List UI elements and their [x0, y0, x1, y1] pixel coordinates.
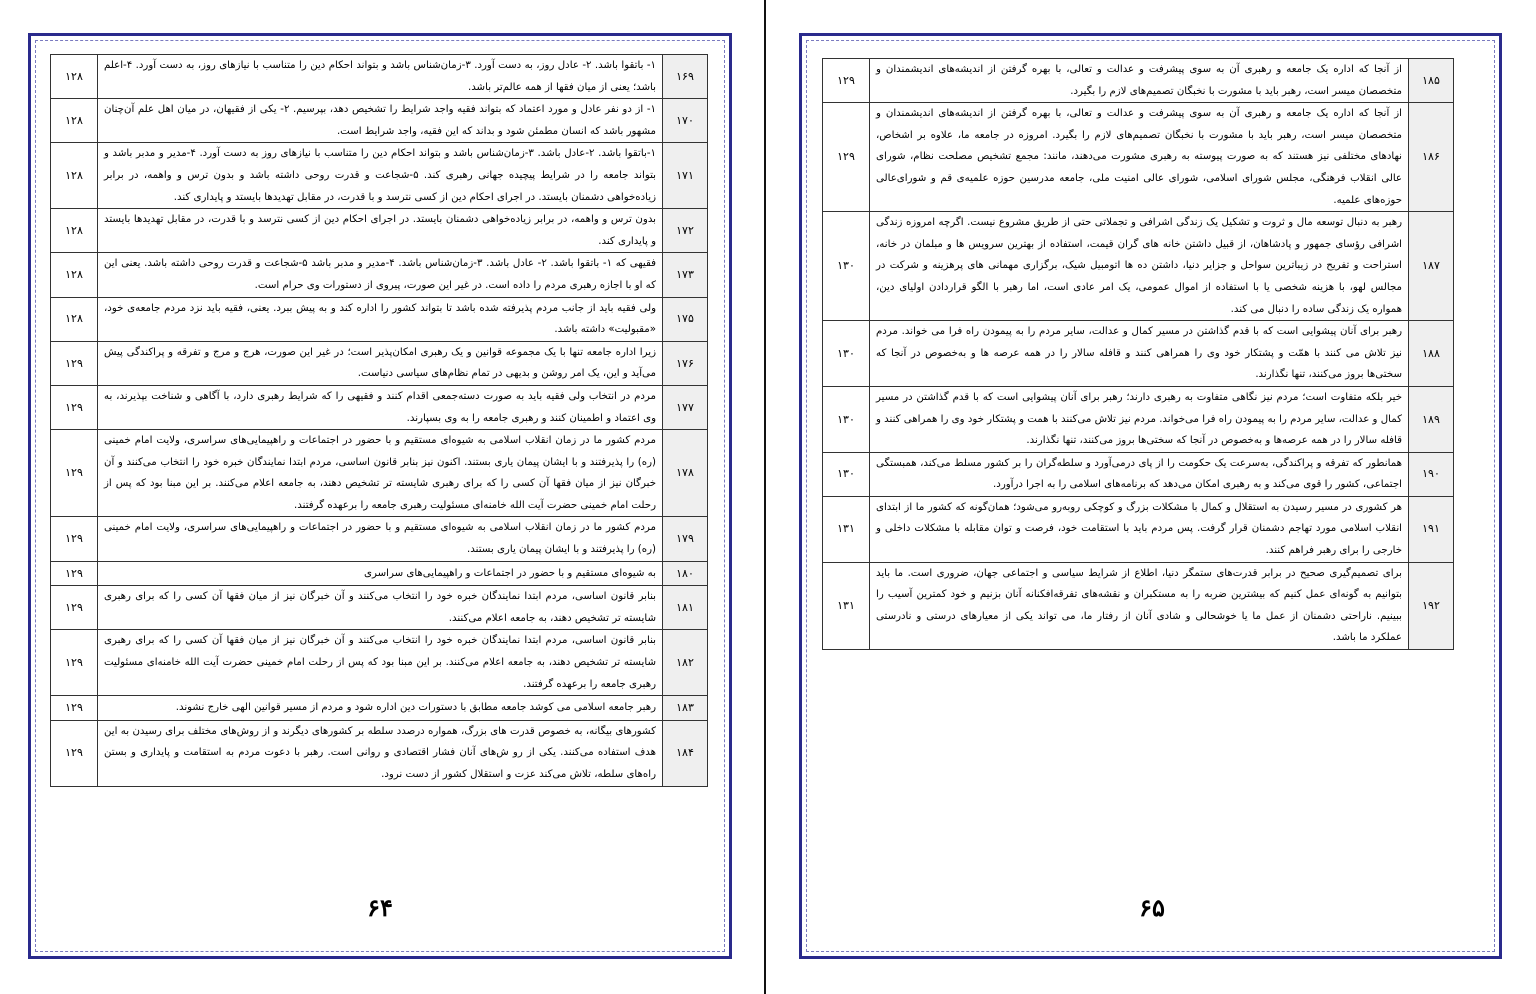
page-reference: ۱۲۹	[823, 103, 870, 212]
page-reference: ۱۲۸	[51, 209, 98, 253]
page-reference: ۱۳۰	[823, 212, 870, 321]
question-number: ۱۷۰	[663, 99, 708, 143]
table-row	[51, 385, 708, 429]
table-row	[51, 586, 708, 630]
answer-text: بنابر قانون اساسی، مردم ابتدا نمایندگان خبره خود را انتخاب می‌کنند و آن خبرگان نیز از میان فقها آن کسی را که برای رهبری شایسته تر تشخیص دهند، به جامعه اعلام می‌کنند. بر این مبنا بود که پس از رحلت امام خمینی حضرت آیت الله خامنه‌ای مسئولیت رهبری جامعه را برعهده گرفتند.	[98, 630, 663, 696]
answer-text: رهبر برای آنان پیشوایی است که با قدم گذاشتن در مسیر کمال و عدالت، سایر مردم را به پیمودن راه فرا می خواند. مردم نیز تلاش می کنند با همّت و پشتکار خود وی را همراهی کنند و قافله سالار را در همه عرصه ها و به‌خصوص در آنجا که سختی‌ها بروز می‌کنند، تنها نگذارند.	[870, 321, 1409, 387]
answer-text: فقیهی که ۱- باتقوا باشد. ۲- عادل باشد. ۳-زمان‌شناس باشد. ۴-مدیر و مدبر باشد ۵-شجاعت و قدرت روحی داشته باشد. یعنی این که او با اجازه رهبری مردم را داده است. در غیر این صورت، پیروی از دستورات وی حرام است.	[98, 253, 663, 297]
table-row	[51, 720, 708, 786]
page-reference: ۱۲۸	[51, 99, 98, 143]
table-row	[51, 99, 708, 143]
answer-text: رهبر به دنبال توسعه مال و ثروت و تشکیل یک زندگی اشرافی و تجملاتی حتی از طریق مشروع نیست. اگرچه امروزه زندگی اشرافی رؤسای جمهور و پادشاهان، از قبیل داشتن خانه های گران قیمت، استفاده از بهترین سرویس ها و مبلمان در خانه، استراحت و تفریح در زیباترین سواحل و جزایر دنیا، داشتن ده ها اتومبیل شیک، برگزاری مهمانی های پرهزینه و شرکت در مجالس لهو، با هزینه شخصی یا با استفاده از اموال عمومی، یک امر عادی است، اما رهبر با الگو قراردادن اولیای دین، همواره یک زندگی ساده را دنبال می کند.	[870, 212, 1409, 321]
page-reference: ۱۳۱	[823, 562, 870, 649]
page-reference: ۱۲۹	[51, 341, 98, 385]
answer-text: ۱- از دو نفر عادل و مورد اعتماد که بتواند فقیه واجد شرایط را تشخیص دهد، بپرسیم. ۲- یکی از فقیهان، در میان اهل علم آن‌چنان مشهور باشد که انسان مطمئن شود و بداند که این فقیه، واجد شرایط است.	[98, 99, 663, 143]
question-number: ۱۸۸	[1409, 321, 1454, 387]
question-number: ۱۷۳	[663, 253, 708, 297]
table-row	[823, 103, 1454, 212]
question-number: ۱۷۵	[663, 297, 708, 341]
answer-text: بنابر قانون اساسی، مردم ابتدا نمایندگان خبره خود را انتخاب می‌کنند و آن خبرگان نیز از میان فقها آن کسی را که برای رهبری شایسته تر تشخیص دهند، به جامعه اعلام می‌کنند.	[98, 586, 663, 630]
question-number: ۱۷۹	[663, 517, 708, 561]
page-reference: ۱۳۰	[823, 321, 870, 387]
question-number: ۱۸۰	[663, 561, 708, 586]
answer-text: ۱-باتقوا باشد. ۲-عادل باشد. ۳-زمان‌شناس باشد و بتواند احکام دین را متناسب با نیازهای روز به دست آورد. ۴-مدیر و مدبر باشد و بتواند جامعه را در شرایط پیچیده جهانی رهبری کند. ۵-شجاعت و قدرت روحی داشته باشد و بدون ترس و واهمه، در برابر زیاده‌خواهی دشمنان بایستد. در اجرای احکام دین از کسی نترسد و با قدرت، در مقابل تهدیدها بایستد و پایداری کند.	[98, 143, 663, 209]
page-reference: ۱۳۱	[823, 496, 870, 562]
page-number-left: ۶۴	[367, 893, 393, 922]
table-row	[823, 452, 1454, 496]
question-number: ۱۸۹	[1409, 386, 1454, 452]
answer-text: به شیوه‌ای مستقیم و با حضور در اجتماعات و راهپیمایی‌های سراسری	[98, 561, 663, 586]
page-reference: ۱۳۰	[823, 386, 870, 452]
table-row	[51, 297, 708, 341]
page-reference: ۱۲۹	[51, 385, 98, 429]
page-reference: ۱۲۹	[51, 720, 98, 786]
answer-text: مردم کشور ما در زمان انقلاب اسلامی به شیوه‌ای مستقیم و با حضور در اجتماعات و راهپیمایی‌های سراسری، ولایت امام خمینی (ره) را پذیرفتند و با ایشان پیمان یاری بستند.	[98, 517, 663, 561]
answer-table-right	[822, 58, 1454, 650]
table-row	[823, 321, 1454, 387]
table-row	[823, 496, 1454, 562]
answer-text: برای تصمیم‌گیری صحیح در برابر قدرت‌های ستمگر دنیا، اطلاع از شرایط سیاسی و اجتماعی جهان، ضروری است. ما باید بتوانیم به گونه‌ای عمل کنیم که بیشترین ضربه را به مستکبران و نقشه‌های تفرقه‌افکنانه آنان بزنیم و خود کمترین آسیب را ببینیم. ناراحتی دشمنان از عمل ما یا خوشحالی و شادی آنان از رفتار ما، می تواند یکی از معیارهای درستی و نادرستی عملکرد ما باشد.	[870, 562, 1409, 649]
answer-text: کشورهای بیگانه، به خصوص قدرت های بزرگ، همواره درصدد سلطه بر کشورهای دیگرند و از روش‌های مختلف برای رسیدن به این هدف استفاده می‌کنند. یکی از رو ش‌های آنان فشار اقتصادی و روانی است. رهبر با دعوت مردم به استقامت و پایداری و بستن راه‌های سلطه، تلاش می‌کند عزت و استقلال کشور از دست نرود.	[98, 720, 663, 786]
table-row	[51, 143, 708, 209]
page-reference: ۱۲۸	[51, 143, 98, 209]
table-row	[823, 562, 1454, 649]
question-number: ۱۷۷	[663, 385, 708, 429]
page-reference: ۱۲۸	[51, 55, 98, 99]
question-number: ۱۹۱	[1409, 496, 1454, 562]
question-number: ۱۸۳	[663, 696, 708, 721]
question-number: ۱۷۶	[663, 341, 708, 385]
page-reference: ۱۳۰	[823, 452, 870, 496]
table-row	[51, 341, 708, 385]
page-reference: ۱۲۹	[823, 59, 870, 103]
question-number: ۱۸۴	[663, 720, 708, 786]
page-reference: ۱۲۸	[51, 253, 98, 297]
question-number: ۱۷۸	[663, 430, 708, 517]
answer-table-left	[50, 54, 708, 787]
answer-text: همانطور که تفرقه و پراکندگی، به‌سرعت یک حکومت را از پای درمی‌آورد و سلطه‌گران را بر کشور مسلط می‌کند، همبستگی اجتماعی، کشور را قوی می‌کند و به رهبری امکان می‌دهد که برنامه‌های اسلامی را به اجرا درآورد.	[870, 452, 1409, 496]
answer-text: از آنجا که اداره یک جامعه و رهبری آن به سوی پیشرفت و عدالت و تعالی، با بهره گرفتن از اندیشه‌های اندیشمندان و متخصصان میسر است، رهبر باید با مشورت با نخبگان تصمیم‌های لازم را بگیرد.	[870, 59, 1409, 103]
table-row	[823, 212, 1454, 321]
answer-text: بدون ترس و واهمه، در برابر زیاده‌خواهی دشمنان بایستد. در اجرای احکام دین از کسی نترسد و با قدرت، در مقابل تهدیدها بایستد و پایداری کند.	[98, 209, 663, 253]
page-reference: ۱۲۹	[51, 561, 98, 586]
answer-text: زیرا اداره جامعه تنها با یک مجموعه قوانین و یک رهبری امکان‌پذیر است؛ در غیر این صورت، هرج و مرج و تفرقه و پراکندگی پیش می‌آید و این، یک امر روشن و بدیهی در تمام نظام‌های سیاسی دنیاست.	[98, 341, 663, 385]
page-reference: ۱۲۹	[51, 517, 98, 561]
table-row	[51, 209, 708, 253]
book-spine	[764, 0, 766, 994]
table-row	[823, 386, 1454, 452]
table-row	[51, 561, 708, 586]
page-reference: ۱۲۹	[51, 630, 98, 696]
table-row	[51, 253, 708, 297]
answer-text: مردم کشور ما در زمان انقلاب اسلامی به شیوه‌ای مستقیم و با حضور در اجتماعات و راهپیمایی‌های سراسری، ولایت امام خمینی (ره) را پذیرفتند و با ایشان پیمان یاری بستند. اکنون نیز بنابر قانون اساسی، مردم ابتدا نمایندگان خبره خود را انتخاب می‌کنند و آن خبرگان نیز از میان فقها آن کسی را که برای رهبری شایسته تر تشخیص دهند، به جامعه اعلام می‌کنند. بر این مبنا بود که پس از رحلت امام خمینی حضرت آیت الله خامنه‌ای مسئولیت رهبری جامعه را برعهده گرفتند.	[98, 430, 663, 517]
table-row	[823, 59, 1454, 103]
table-row	[51, 696, 708, 721]
answer-text: رهبر جامعه اسلامی می کوشد جامعه مطابق با دستورات دین اداره شود و مردم از مسیر قوانین الهی خارج نشوند.	[98, 696, 663, 721]
question-number: ۱۸۷	[1409, 212, 1454, 321]
table-row	[51, 630, 708, 696]
answer-text: ۱- باتقوا باشد. ۲- عادل روز، به دست آورد. ۳-زمان‌شناس باشد و بتواند احکام دین را متناسب با نیازهای روز، به دست آورد. ۴-اعلم باشد؛ یعنی از میان فقها از همه عالم‌تر باشد.	[98, 55, 663, 99]
answer-text: خیر بلکه متفاوت است؛ مردم نیز نگاهی متفاوت به رهبری دارند؛ رهبر برای آنان پیشوایی است که با قدم گذاشتن در مسیر کمال و عدالت، سایر مردم را به پیمودن راه فرا می‌خواند. مردم نیز تلاش می‌کنند با همت و پشتکار خود وی را همراهی کنند و قافله سالار را در همه عرصه‌ها و به‌خصوص در آنجا که سختی‌ها بروز می‌کنند، تنها نگذارند.	[870, 386, 1409, 452]
table-row	[51, 517, 708, 561]
answer-text: مردم در انتخاب ولی فقیه باید به صورت دسته‌جمعی اقدام کنند و فقیهی را که شرایط رهبری دارد، با آگاهی و شناخت بپذیرند، به وی اعتماد و اطمینان کنند و رهبری جامعه را به وی بسپارند.	[98, 385, 663, 429]
answer-text: ولی فقیه باید از جانب مردم پذیرفته شده باشد تا بتواند کشور را اداره کند و به پیش ببرد. یعنی، فقیه باید نزد مردم جامعه‌ی خود، «مقبولیت» داشته باشد.	[98, 297, 663, 341]
page-reference: ۱۲۹	[51, 586, 98, 630]
question-number: ۱۸۵	[1409, 59, 1454, 103]
page-reference: ۱۲۸	[51, 297, 98, 341]
question-number: ۱۷۱	[663, 143, 708, 209]
page-reference: ۱۲۹	[51, 696, 98, 721]
question-number: ۱۸۱	[663, 586, 708, 630]
table-row	[51, 430, 708, 517]
question-number: ۱۷۲	[663, 209, 708, 253]
answer-text: از آنجا که اداره یک جامعه و رهبری آن به سوی پیشرفت و عدالت و تعالی، با بهره گرفتن از اندیشه‌های اندیشمندان و متخصصان میسر است، رهبر باید با مشورت با نخبگان تصمیم‌های لازم را بگیرد. امروزه در جامعه ما، علاوه بر اشخاص، نهادهای مختلفی نیز هستند که به صورت پیوسته به رهبری مشورت می‌دهند، مانند: مجمع تشخیص مصلحت نظام، شورای عالی انقلاب فرهنگی، مجلس شورای اسلامی، شورای عالی امنیت ملی، جامعه مدرسین حوزه علمیه‌ی قم و شورای‌عالی حوزه‌های علمیه.	[870, 103, 1409, 212]
question-number: ۱۸۲	[663, 630, 708, 696]
question-number: ۱۹۰	[1409, 452, 1454, 496]
table-row	[51, 55, 708, 99]
question-number: ۱۶۹	[663, 55, 708, 99]
answer-text: هر کشوری در مسیر رسیدن به استقلال و کمال با مشکلات بزرگ و کوچکی روبه‌رو می‌شود؛ همان‌گونه که کشور ما از ابتدای انقلاب اسلامی مورد تهاجم دشمنان قرار گرفت. پس مردم باید با استقامت خود، فرصت و توان مقابله با مشکلات داخلی و خارجی را برای رهبر فراهم کنند.	[870, 496, 1409, 562]
question-number: ۱۸۶	[1409, 103, 1454, 212]
page-reference: ۱۲۹	[51, 430, 98, 517]
question-number: ۱۹۲	[1409, 562, 1454, 649]
page-number-right: ۶۵	[1139, 893, 1165, 922]
